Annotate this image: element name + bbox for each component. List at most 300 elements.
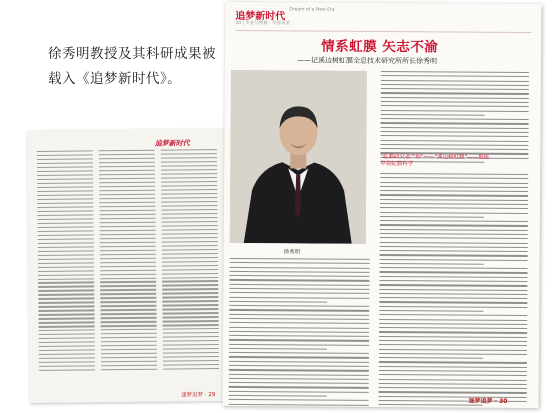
body-text-line (380, 246, 528, 248)
body-text-line (163, 352, 219, 354)
body-text-line (99, 166, 155, 168)
body-text-line (379, 301, 527, 303)
body-text-line (100, 281, 156, 283)
body-text-line (162, 249, 218, 251)
body-text-line (379, 319, 527, 321)
body-text-line (38, 286, 94, 288)
body-text-line (100, 285, 156, 287)
body-text-line (162, 229, 218, 231)
body-text-line (379, 344, 527, 346)
body-text-line (37, 214, 93, 216)
body-text-line (229, 348, 327, 350)
body-text-line (162, 292, 218, 294)
body-text-line (37, 150, 93, 152)
body-text-line (39, 330, 95, 332)
body-text-line (229, 301, 327, 303)
body-text-line (230, 271, 370, 273)
body-text-line (229, 365, 369, 367)
body-text-line (101, 341, 157, 343)
body-text-line (99, 213, 155, 215)
left-page-column-1 (37, 150, 96, 391)
body-text-line (37, 202, 93, 204)
body-text-line (101, 345, 157, 347)
body-text-line (381, 71, 529, 73)
body-text-line (379, 340, 527, 342)
body-text-line (100, 237, 156, 239)
body-text-line (99, 182, 155, 184)
caption (48, 42, 218, 92)
body-text-line (37, 166, 93, 168)
body-text-line (229, 296, 369, 298)
body-text-line (381, 92, 529, 94)
body-text-line (100, 265, 156, 267)
magazine-name: 追梦新时代 (235, 10, 286, 23)
body-text-line (100, 229, 156, 231)
body-text-line (38, 238, 94, 240)
body-text-line (99, 205, 155, 207)
body-text-line (101, 369, 157, 371)
body-text-line (38, 246, 94, 248)
body-text-line (99, 198, 155, 200)
body-text-line (380, 237, 528, 239)
body-text-line (380, 224, 528, 226)
body-text-line (99, 209, 155, 211)
body-text-line (379, 323, 527, 325)
body-text-line (38, 226, 94, 228)
body-text-line (100, 269, 156, 271)
body-text-line (163, 324, 219, 326)
body-text-line (381, 97, 529, 99)
body-text-line (161, 185, 217, 187)
body-text-line (380, 271, 528, 273)
body-text-line (100, 249, 156, 251)
body-text-line (229, 339, 369, 341)
body-text-line (229, 322, 369, 324)
body-text-line (230, 258, 370, 260)
body-text-line (163, 316, 219, 318)
body-text-line (379, 353, 527, 355)
body-text-line (39, 350, 95, 352)
body-text-line (229, 331, 369, 333)
body-text-line (37, 170, 93, 172)
article-title: 情系虹膜 矢志不渝 (321, 38, 439, 56)
body-text-line (229, 288, 369, 290)
body-text-line (101, 321, 157, 323)
body-text-line (380, 203, 528, 205)
body-text-line (381, 84, 529, 86)
body-text-line (379, 306, 527, 308)
body-text-line (38, 230, 94, 232)
body-text-line (38, 294, 94, 296)
body-text-line (100, 225, 156, 227)
article-subtitle: ——记溪边树虹膜全息技术研究所所长徐秀明 (296, 56, 438, 66)
body-text-line (163, 344, 219, 346)
body-text-line (381, 101, 529, 103)
body-text-line (379, 336, 527, 338)
body-text-line (38, 302, 94, 304)
body-text-line (38, 262, 94, 264)
body-text-line (100, 313, 156, 315)
body-text-line (381, 75, 529, 77)
body-text-line (37, 186, 93, 188)
body-text-line (161, 153, 217, 155)
body-text-line (37, 162, 93, 164)
body-text-line (229, 352, 369, 354)
portrait-photo (230, 70, 367, 244)
body-text-line (229, 369, 369, 371)
body-text-line (39, 334, 95, 336)
body-text-line (381, 105, 529, 107)
body-text-line (379, 391, 527, 393)
body-text-line (39, 346, 95, 348)
body-text-line (379, 314, 527, 316)
body-text-line (229, 403, 369, 405)
body-text-line (100, 273, 156, 275)
body-text-line (162, 277, 218, 279)
body-text-line (162, 300, 218, 302)
body-text-line (101, 317, 157, 319)
body-text-line (381, 110, 529, 112)
body-text-line (37, 218, 93, 220)
body-text-line (162, 257, 218, 259)
body-text-line (379, 280, 527, 282)
body-text-line (379, 310, 483, 312)
body-text-line (100, 309, 156, 311)
body-text-line (380, 259, 528, 261)
body-text-line (39, 322, 95, 324)
body-text-line (162, 312, 218, 314)
body-text-line (163, 336, 219, 338)
body-text-line (229, 335, 369, 337)
body-text-line (39, 358, 95, 360)
body-text-line (100, 253, 156, 255)
body-text-line (229, 292, 369, 294)
body-text-line (38, 258, 94, 260)
body-text-line (381, 118, 529, 120)
body-text-line (379, 297, 527, 299)
body-text-line (163, 360, 219, 362)
body-text-line (229, 361, 369, 363)
body-text-line (379, 349, 527, 351)
body-text-line (229, 374, 369, 376)
body-text-line (379, 383, 527, 385)
body-text-line (37, 178, 93, 180)
body-text-line (381, 114, 485, 116)
left-page-column-2 (99, 150, 158, 391)
body-text-line (101, 349, 157, 351)
body-text-line (161, 173, 217, 175)
body-text-line (162, 261, 218, 263)
body-text-line (39, 326, 95, 328)
body-text-line (381, 127, 529, 129)
body-text-line (230, 266, 370, 268)
body-text-line (37, 210, 93, 212)
body-text-line (379, 387, 527, 389)
body-text-line (161, 157, 217, 159)
body-text-line (163, 364, 219, 366)
magazine-right-page (223, 2, 542, 408)
body-text-line (37, 194, 93, 196)
body-text-line (37, 158, 93, 160)
body-text-line (229, 279, 369, 281)
body-text-line (380, 190, 528, 192)
body-text-line (161, 169, 217, 171)
body-text-line (381, 122, 529, 124)
body-text-line (380, 233, 528, 235)
body-text-line (380, 177, 528, 179)
body-text-line (161, 205, 217, 207)
body-text-line (38, 250, 94, 252)
body-text-line (99, 170, 155, 172)
body-text-line (99, 202, 155, 204)
body-text-line (37, 198, 93, 200)
body-text-line (380, 241, 528, 243)
body-text-line (100, 261, 156, 263)
body-text-line (99, 178, 155, 180)
body-text-line (38, 306, 94, 308)
body-text-line (229, 326, 369, 328)
body-text-line (162, 233, 218, 235)
body-text-line (161, 213, 217, 215)
body-text-line (161, 201, 217, 203)
body-text-line (162, 308, 218, 310)
body-text-line (229, 378, 369, 380)
body-text-line (163, 340, 219, 342)
magazine-subtitle: Dream of a New Era (289, 7, 335, 13)
body-text-line (99, 217, 155, 219)
body-text-line (100, 293, 156, 295)
left-page-column-3 (161, 149, 220, 390)
body-text-line (379, 284, 527, 286)
body-text-line (229, 318, 369, 320)
body-text-line (99, 174, 155, 176)
body-text-line (229, 309, 369, 311)
body-text-line (37, 190, 93, 192)
body-text-line (101, 361, 157, 363)
body-text-line (380, 229, 528, 231)
body-text-line (380, 254, 528, 256)
body-text-line (162, 304, 218, 306)
body-text-line (38, 234, 94, 236)
body-text-line (101, 337, 157, 339)
body-text-line (161, 189, 217, 191)
body-text-line (101, 333, 157, 335)
body-text-line (229, 314, 369, 316)
body-text-line (379, 327, 527, 329)
photo-caption: 徐秀明 (283, 249, 301, 256)
left-page-footer: 逐梦追梦 · 29 (181, 392, 216, 399)
body-text-line (379, 374, 527, 376)
body-text-line (162, 253, 218, 255)
body-text-line (162, 289, 218, 291)
body-text-line (37, 182, 93, 184)
body-text-line (37, 174, 93, 176)
body-text-line (100, 305, 156, 307)
body-text-line (380, 220, 528, 222)
magazine-left-page (27, 129, 230, 403)
body-text-line (162, 285, 218, 287)
body-text-line (162, 296, 218, 298)
body-text-line (100, 245, 156, 247)
body-text-line (380, 250, 528, 252)
body-text-line (38, 254, 94, 256)
body-text-line (379, 357, 483, 359)
body-text-line (379, 331, 527, 333)
body-text-line (380, 267, 528, 269)
body-text-line (37, 154, 93, 156)
body-text-line (161, 209, 217, 211)
caption-line-1: 徐秀明教授及其科研成果被 (48, 46, 216, 62)
body-text-line (99, 162, 155, 164)
pull-quote (380, 154, 528, 169)
body-text-line (162, 221, 218, 223)
body-text-line (101, 365, 157, 367)
body-text-line (163, 320, 219, 322)
right-page-footer: 逐梦追梦 · 30 (468, 397, 508, 405)
body-text-line (37, 206, 93, 208)
body-text-line (379, 366, 527, 368)
body-text-line (380, 199, 528, 201)
body-text-line (163, 356, 219, 358)
body-text-line (162, 237, 218, 239)
body-text-line (39, 318, 95, 320)
body-text-line (381, 80, 529, 82)
body-text-line (99, 158, 155, 160)
left-page-header: 追梦新时代 (154, 139, 190, 148)
body-text-line (161, 217, 217, 219)
body-text-line (379, 370, 527, 372)
body-text-line (229, 356, 369, 358)
body-text-line (161, 197, 217, 199)
body-text-line (163, 328, 219, 330)
body-text-line (380, 144, 528, 146)
body-text-line (100, 301, 156, 303)
body-text-line (161, 193, 217, 195)
pull-quote-line-1: "虹膜研究者""师"——"溪边树虹膜"——揭秘 (380, 153, 490, 161)
body-text-line (38, 310, 94, 312)
body-text-line (100, 257, 156, 259)
body-text-line (38, 274, 94, 276)
body-text-line (38, 270, 94, 272)
body-text-line (380, 207, 528, 209)
body-text-line (162, 265, 218, 267)
body-text-line (99, 190, 155, 192)
body-text-line (101, 325, 157, 327)
body-text-line (380, 135, 528, 137)
body-text-line (101, 357, 157, 359)
body-text-line (100, 297, 156, 299)
body-text-line (162, 281, 218, 283)
body-text-line (163, 348, 219, 350)
body-text-line (379, 293, 527, 295)
text-column-right-bottom (379, 173, 529, 408)
body-text-line (100, 241, 156, 243)
body-text-line (39, 314, 95, 316)
body-text-line (38, 242, 94, 244)
body-text-line (39, 366, 95, 368)
body-text-line (39, 338, 95, 340)
body-text-line (161, 161, 217, 163)
pull-quote-line-2: 早晨虹膜科学 (380, 160, 414, 168)
body-text-line (162, 225, 218, 227)
body-text-line (379, 378, 527, 380)
body-text-line (161, 165, 217, 167)
body-text-line (380, 182, 528, 184)
body-text-line (38, 222, 94, 224)
body-text-line (38, 290, 94, 292)
body-text-line (163, 332, 219, 334)
body-text-line (38, 266, 94, 268)
body-text-line (379, 361, 527, 363)
body-text-line (381, 131, 529, 133)
body-text-line (39, 362, 95, 364)
body-text-line (39, 369, 95, 371)
portrait-figure (230, 70, 367, 244)
body-text-line (100, 221, 156, 223)
section-label: 30 | 专业与创新 · 学者风采 (235, 20, 291, 27)
body-text-line (380, 216, 484, 218)
body-text-line (100, 289, 156, 291)
body-text-line (161, 181, 217, 183)
body-text-line (99, 194, 155, 196)
body-text-line (380, 194, 528, 196)
body-text-line (99, 154, 155, 156)
body-text-line (379, 276, 527, 278)
body-text-line (101, 353, 157, 355)
body-text-line (229, 275, 369, 277)
body-text-line (229, 391, 369, 393)
body-text-line (229, 305, 369, 307)
text-column-left-bottom (229, 258, 370, 408)
body-text-line (229, 344, 369, 346)
body-text-line (229, 399, 369, 401)
body-text-line (380, 212, 528, 214)
body-text-line (161, 177, 217, 179)
body-text-line (99, 150, 155, 152)
body-text-line (380, 139, 528, 141)
body-text-line (162, 273, 218, 275)
body-text-line (100, 233, 156, 235)
text-column-right-top (380, 71, 529, 166)
body-text-line (229, 382, 369, 384)
body-text-line (380, 263, 484, 265)
body-text-line (39, 354, 95, 356)
body-text-line (39, 342, 95, 344)
body-text-line (380, 186, 528, 188)
body-text-line (380, 148, 528, 150)
body-text-line (101, 329, 157, 331)
body-text-line (230, 262, 370, 264)
body-text-line (161, 149, 217, 151)
body-text-line (38, 278, 94, 280)
body-text-line (100, 277, 156, 279)
body-text-line (38, 282, 94, 284)
body-text-line (38, 298, 94, 300)
body-text-line (379, 404, 483, 406)
body-text-line (229, 386, 369, 388)
caption-line-2: 载入《追梦新时代》。 (48, 71, 182, 87)
body-text-line (162, 245, 218, 247)
body-text-line (229, 395, 327, 397)
body-text-line (162, 269, 218, 271)
body-text-line (229, 284, 369, 286)
body-text-line (162, 241, 218, 243)
body-text-line (380, 173, 528, 175)
body-text-line (99, 186, 155, 188)
header-divider (235, 30, 531, 33)
body-text-line (379, 289, 527, 291)
body-text-line (163, 368, 219, 370)
